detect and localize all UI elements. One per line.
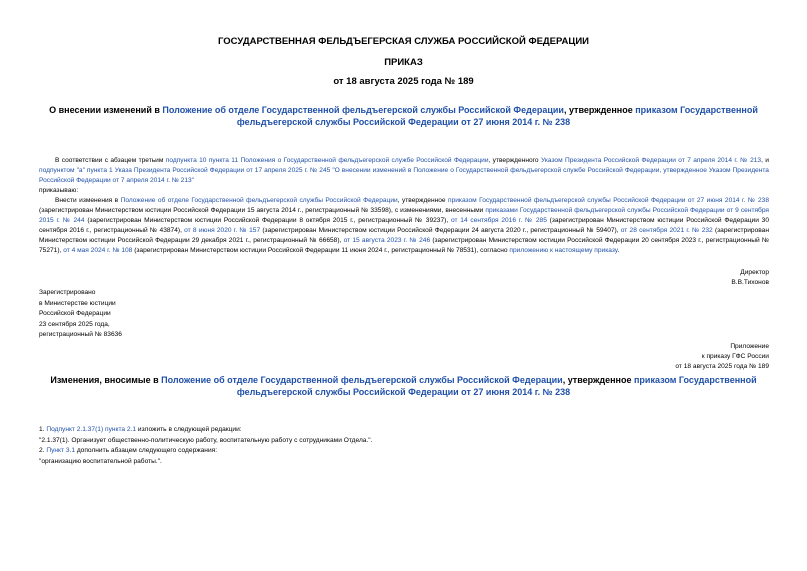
document-title: [0, 104, 807, 128]
registration-line: регистрационный № 83636: [39, 331, 122, 338]
registration-line: Российской Федерации: [39, 310, 111, 317]
appendix-title-pre: Изменения, вносимые в: [50, 375, 162, 385]
signature-block: [731, 268, 769, 288]
title-pre: О внесении изменений в: [49, 105, 163, 115]
link-order-108[interactable]: от 4 мая 2024 г. № 108: [63, 247, 133, 254]
link-appendix[interactable]: приложению к настоящему приказу: [509, 247, 618, 254]
doc-date: от 18 августа 2025 года № 189: [333, 76, 474, 87]
registration-block: [39, 288, 122, 341]
text: (зарегистрирован Министерством юстиции Российской Федерации 8 октября 2015 г., регистрационный № 39237),: [84, 217, 451, 224]
link-regulation[interactable]: Положение об отделе Государственной фельдъегерской службы Российской Федерации: [120, 197, 398, 204]
change-item-1: [39, 425, 769, 436]
link-decree-213[interactable]: Указом Президента Российской Федерации от 7 апреля 2014 г. № 213: [540, 157, 762, 164]
signature-position: Директор: [740, 269, 769, 276]
title-mid: , утвержденное: [563, 105, 636, 115]
text: (зарегистрирован Министерством юстиции Российской Федерации 30 сентября 2016 г., регистрационный № 43874),: [39, 217, 770, 234]
changes-list: [39, 425, 769, 467]
appendix-line: от 18 августа 2025 года № 189: [675, 363, 769, 370]
link-decree-245-title[interactable]: "О внесении изменений в Положение о Государственной фельдъегерской службе Российской Федерации, утвержденное Указом Президента Российской Федерации от 7 апреля 2014 г. № 213": [39, 167, 769, 184]
text: , утвержденного: [488, 157, 541, 164]
text: .: [617, 247, 620, 254]
text: 2.: [39, 447, 47, 454]
text: (зарегистрирован Министерством юстиции Российской Федерации 11 июня 2024 г., регистрационный № 78531), согласно: [132, 247, 510, 254]
text: Внести изменения в: [55, 197, 121, 204]
paragraph-basis: [39, 156, 769, 186]
link-order-238[interactable]: приказом Государственной фельдъегерской службы Российской Федерации от 27 июня 2014 г. № 238: [448, 197, 769, 204]
link-order-285[interactable]: от 14 сентября 2016 г. № 285: [450, 217, 547, 224]
link-order-232[interactable]: от 28 сентября 2021 г. № 232: [620, 227, 713, 234]
change-item-2-quote: "организацию воспитательной работы.".: [39, 457, 162, 465]
prikazyvayu: приказываю:: [39, 187, 79, 194]
link-order-244[interactable]: приказами Государственной фельдъегерской службы Российской Федерации от 9 сентября 2015 г. № 244: [39, 207, 769, 224]
doc-type: ПРИКАЗ: [384, 57, 423, 68]
signature-name: В.В.Тихонов: [731, 279, 769, 286]
link-decree-245[interactable]: подпунктом "а" пункта 1 Указа Президента Российской Федерации от 17 апреля 2025 г. № 245: [39, 167, 331, 174]
link-subparagraph-10[interactable]: подпункта 10 пункта 11 Положения о Государственной фельдъегерской службе Российской Федерации: [165, 157, 489, 164]
registration-line: Зарегистрировано: [39, 289, 96, 296]
text: (зарегистрирован Министерством юстиции Российской Федерации 24 августа 2020 г., регистрационный № 59407),: [260, 227, 621, 234]
link-subpoint-2-1-37-1[interactable]: Подпункт 2.1.37(1) пункта 2.1: [46, 426, 137, 433]
link-order-246[interactable]: от 15 августа 2023 г. № 246: [343, 237, 431, 244]
change-item-2: [39, 446, 769, 457]
appendix-line: Приложение: [730, 343, 769, 350]
text: (зарегистрирован Министерством юстиции Российской Федерации 29 декабря 2021 г., регистрационный № 66658),: [39, 227, 769, 244]
text: (зарегистрирован Министерством юстиции Российской Федерации 20 сентября 2023 г., регистрационный № 75271),: [39, 237, 769, 254]
appendix-line: к приказу ГФС России: [701, 353, 769, 360]
text: дополнить абзацем следующего содержания:: [75, 447, 218, 454]
link-order-157[interactable]: от 8 июня 2020 г. № 157: [184, 227, 261, 234]
change-item-1-quote: "2.1.37(1). Организует общественно-политическую работу, воспитательную работу с сотрудниками Отдела.".: [39, 436, 373, 444]
text: , утвержденное: [397, 197, 449, 204]
registration-line: 23 сентября 2025 года,: [39, 320, 110, 328]
appendix-title-link-regulation[interactable]: Положение об отделе Государственной фельдъегерской службы Российской Федерации: [161, 375, 563, 385]
text: изложить в следующей редакции:: [136, 426, 242, 433]
title-link-order[interactable]: приказом Государственной фельдъегерской службы Российской Федерации от 27 июня 2014 г. № 238: [236, 105, 758, 127]
link-point-3-1[interactable]: Пункт 3.1: [46, 447, 75, 454]
appendix-title-link-order[interactable]: приказом Государственной фельдъегерской службы Российской Федерации от 27 июня 2014 г. № 238: [236, 375, 757, 397]
text: (зарегистрирован Министерством юстиции Российской Федерации 15 августа 2014 г., регистрационный № 33598), с изменениями, внесенными: [39, 207, 486, 214]
appendix-title: [0, 374, 807, 398]
title-link-regulation[interactable]: Положение об отделе Государственной фельдъегерской службы Российской Федерации: [162, 105, 564, 115]
org-name: ГОСУДАРСТВЕННАЯ ФЕЛЬДЪЕГЕРСКАЯ СЛУЖБА РОССИЙСКОЙ ФЕДЕРАЦИИ: [218, 36, 589, 47]
text: 1.: [39, 426, 47, 433]
registration-line: в Министерстве юстиции: [39, 299, 116, 307]
text: , и: [761, 157, 769, 164]
text: В соответствии с абзацем третьим: [55, 157, 166, 164]
paragraph-main: [39, 196, 769, 256]
appendix-heading: [675, 342, 769, 372]
appendix-title-mid: , утвержденное: [562, 375, 634, 385]
